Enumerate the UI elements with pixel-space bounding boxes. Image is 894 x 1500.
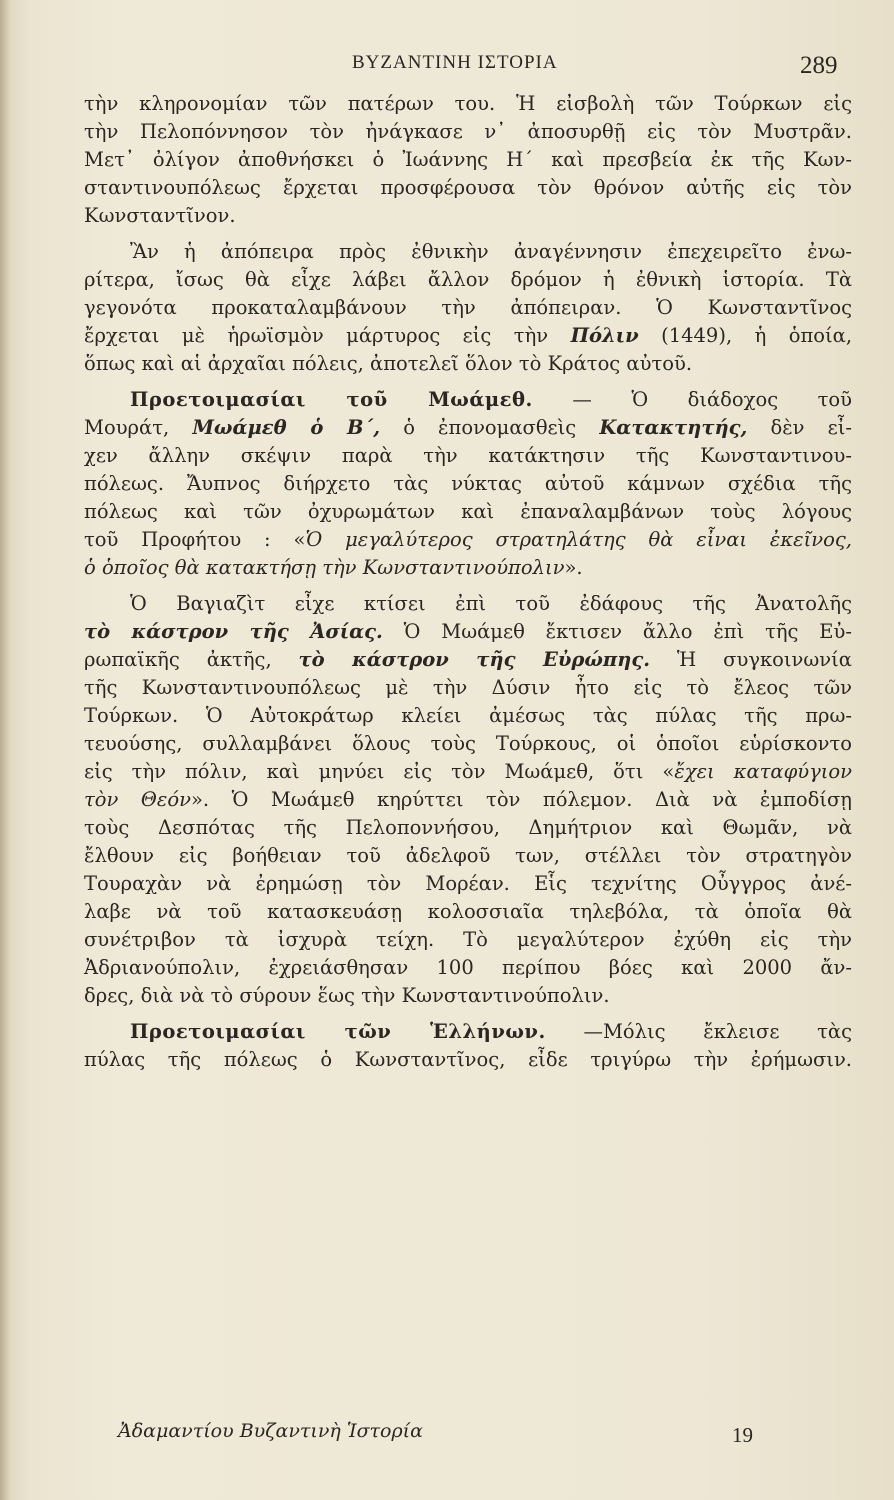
text-line: δρες, διὰ νὰ τὸ σύρουν ἕως τὴν Κωνσταντινούπολιν. — [84, 984, 610, 1007]
text-line: ἔλθουν εἰς βοήθειαν τοῦ ἀδελφοῦ των, στέλλει τὸν στρατηγὸν — [84, 844, 852, 867]
emphasis-name: Μωάμεθ ὁ Β´, — [192, 416, 381, 439]
text-line: ὅπως καὶ αἱ ἀρχαῖαι πόλεις, ἀποτελεῖ ὅλον τὸ Κράτος αὐτοῦ. — [84, 352, 693, 375]
text-line: τὴν Πελοπόννησον τὸν ἠνάγκασε ν᾽ ἀποσυρθῇ εἰς τὸν Μυστρᾶν. — [84, 120, 852, 143]
text-run: ἔρχεται μὲ ἡρωϊσμὸν μάρτυρος εἰς τὴν — [84, 324, 549, 347]
text-run: Μουράτ, — [84, 416, 170, 439]
section-heading: Προετοιμασίαι τοῦ Μωάμεθ. — [130, 388, 533, 411]
text-run: ὁ ἐπονομασθεὶς — [403, 416, 577, 439]
text-run: δὲν εἶ- — [770, 416, 852, 439]
page-number: 289 — [800, 52, 838, 79]
text-run: εἰς τὴν πόλιν, καὶ μηνύει εἰς τὸν Μωάμεθ, ὅτι « — [84, 760, 675, 783]
signature-number: 19 — [732, 1423, 753, 1447]
emphasis-europe: τὸ κάστρον τῆς Εὐρώπης. — [298, 648, 650, 671]
quote-run: τὸν Θεόν — [84, 788, 191, 811]
section-heading: Προετοιμασίαι τῶν Ἑλλήνων. — [130, 1020, 546, 1043]
text-line: πόλεως. Ἄυπνος διήρχετο τὰς νύκτας αὐτοῦ κάμνων σχέδια τῆς — [84, 472, 852, 495]
text-line: Ἂν ἡ ἀπόπειρα πρὸς ἐθνικὴν ἀναγέννησιν ἐπεχειρεῖτο ἐνω- — [130, 240, 852, 263]
text-line: τῆς Κωνσταντινουπόλεως μὲ τὴν Δύσιν ἦτο εἰς τὸ ἔλεος τῶν — [84, 676, 852, 699]
text-line — [84, 526, 852, 554]
text-run: τοῦ Προφήτου : « — [84, 528, 306, 551]
text-line: Μετ᾽ ὀλίγον ἀποθνήσκει ὁ Ἰωάννης Η´ καὶ πρεσβεία ἐκ τῆς Κων- — [84, 148, 852, 171]
text-run: (1449), ἡ ὁποία, — [661, 324, 853, 347]
text-line: Ὁ Βαγιαζὶτ εἶχε κτίσει ἐπὶ τοῦ ἐδάφους τῆς Ἀνατολῆς — [130, 592, 852, 615]
emphasis-asia: τὸ κάστρον τῆς Ἀσίας. — [84, 620, 383, 643]
text-line: λαβε νὰ τοῦ κατασκευάσῃ κολοσσιαῖα τηλεβόλα, τὰ ὁποῖα θὰ — [84, 900, 852, 923]
body-text — [84, 90, 852, 1074]
text-run: — Ὁ διάδοχος τοῦ — [572, 388, 853, 411]
text-run: —Μόλις ἔκλεισε τὰς — [583, 1020, 852, 1043]
text-line — [84, 414, 852, 442]
text-line: ρίτερα, ἴσως θὰ εἶχε λάβει ἄλλον δρόμον ἡ ἐθνικὴ ἱστορία. Τὰ — [84, 268, 852, 291]
text-run: ». Ὁ Μωάμεθ κηρύττει τὸν πόλεμον. Διὰ νὰ ἐμποδίσῃ — [190, 788, 852, 811]
text-run: ρωπαϊκῆς ἀκτῆς, — [84, 648, 272, 671]
running-title: ΒΥΖΑΝΤΙΝΗ ΙΣΤΟΡΙΑ — [352, 52, 558, 73]
text-line: τοὺς Δεσπότας τῆς Πελοποννήσου, Δημήτριον καὶ Θωμᾶν, νὰ — [84, 816, 852, 839]
text-run: Ἡ συγκοινωνία — [676, 648, 852, 671]
text-line: Κωνσταντῖνον. — [84, 204, 236, 227]
text-line: συνέτριβον τὰ ἰσχυρὰ τείχη. Τὸ μεγαλύτερον ἐχύθη εἰς τὴν — [84, 928, 852, 951]
text-line: Τούρκων. Ὁ Αὐτοκράτωρ κλείει ἀμέσως τὰς πύλας τῆς πρω- — [84, 704, 852, 727]
text-line: πύλας τῆς πόλεως ὁ Κωνσταντῖνος, εἶδε τριγύρω τὴν ἐρήμωσιν. — [84, 1048, 852, 1071]
quote-run: Ὁ μεγαλύτερος στρατηλάτης θὰ εἶναι ἐκεῖνος, — [305, 528, 852, 551]
quote-run: ἔχει καταφύγιον — [674, 760, 852, 783]
emphasis-epithet: Κατακτητής, — [599, 416, 748, 439]
footer-source-title: Ἀδαμαντίου Βυζαντινὴ Ἱστορία — [118, 1420, 423, 1442]
text-line — [84, 386, 852, 414]
text-line — [84, 758, 852, 786]
text-line: Τουραχὰν νὰ ἐρημώσῃ τὸν Μορέαν. Εἷς τεχνίτης Οὖγγρος ἀνέ- — [84, 872, 852, 895]
text-line: τευούσης, συλλαμβάνει ὅλους τοὺς Τούρκους, οἱ ὁποῖοι εὑρίσκοντο — [84, 732, 852, 755]
text-line — [84, 786, 852, 814]
page-gutter-shadow — [0, 0, 10, 1500]
text-line — [84, 646, 852, 674]
text-line — [84, 322, 852, 350]
text-run: Ὁ Μωάμεθ ἔκτισεν ἄλλο ἐπὶ τῆς Εὐ- — [403, 620, 852, 643]
text-line — [84, 1018, 852, 1046]
text-line: σταντινουπόλεως ἔρχεται προσφέρουσα τὸν θρόνον αὐτῆς εἰς τὸν — [84, 176, 852, 199]
text-line: πόλεως καὶ τῶν ὀχυρωμάτων καὶ ἐπαναλαμβάνων τοὺς λόγους — [84, 500, 852, 523]
text-line: χεν ἄλλην σκέψιν παρὰ τὴν κατάκτησιν τῆς Κωνσταντινου- — [84, 444, 852, 467]
text-line: γεγονότα προκαταλαμβάνουν τὴν ἀπόπειραν. Ὁ Κωνσταντῖνος — [84, 296, 852, 319]
text-line: Ἀδριανούπολιν, ἐχρειάσθησαν 100 περίπου βόες καὶ 2000 ἄν- — [84, 956, 852, 979]
quote-run: ὁ ὁποῖος θὰ κατακτήσῃ τὴν Κωνσταντινούπολιν — [84, 556, 565, 579]
text-line — [84, 618, 852, 646]
text-run: ». — [564, 556, 583, 579]
text-line — [84, 554, 852, 582]
text-line: τὴν κληρονομίαν τῶν πατέρων του. Ἡ εἰσβολὴ τῶν Τούρκων εἰς — [84, 92, 852, 115]
emphasis-polis: Πόλιν — [570, 324, 639, 347]
